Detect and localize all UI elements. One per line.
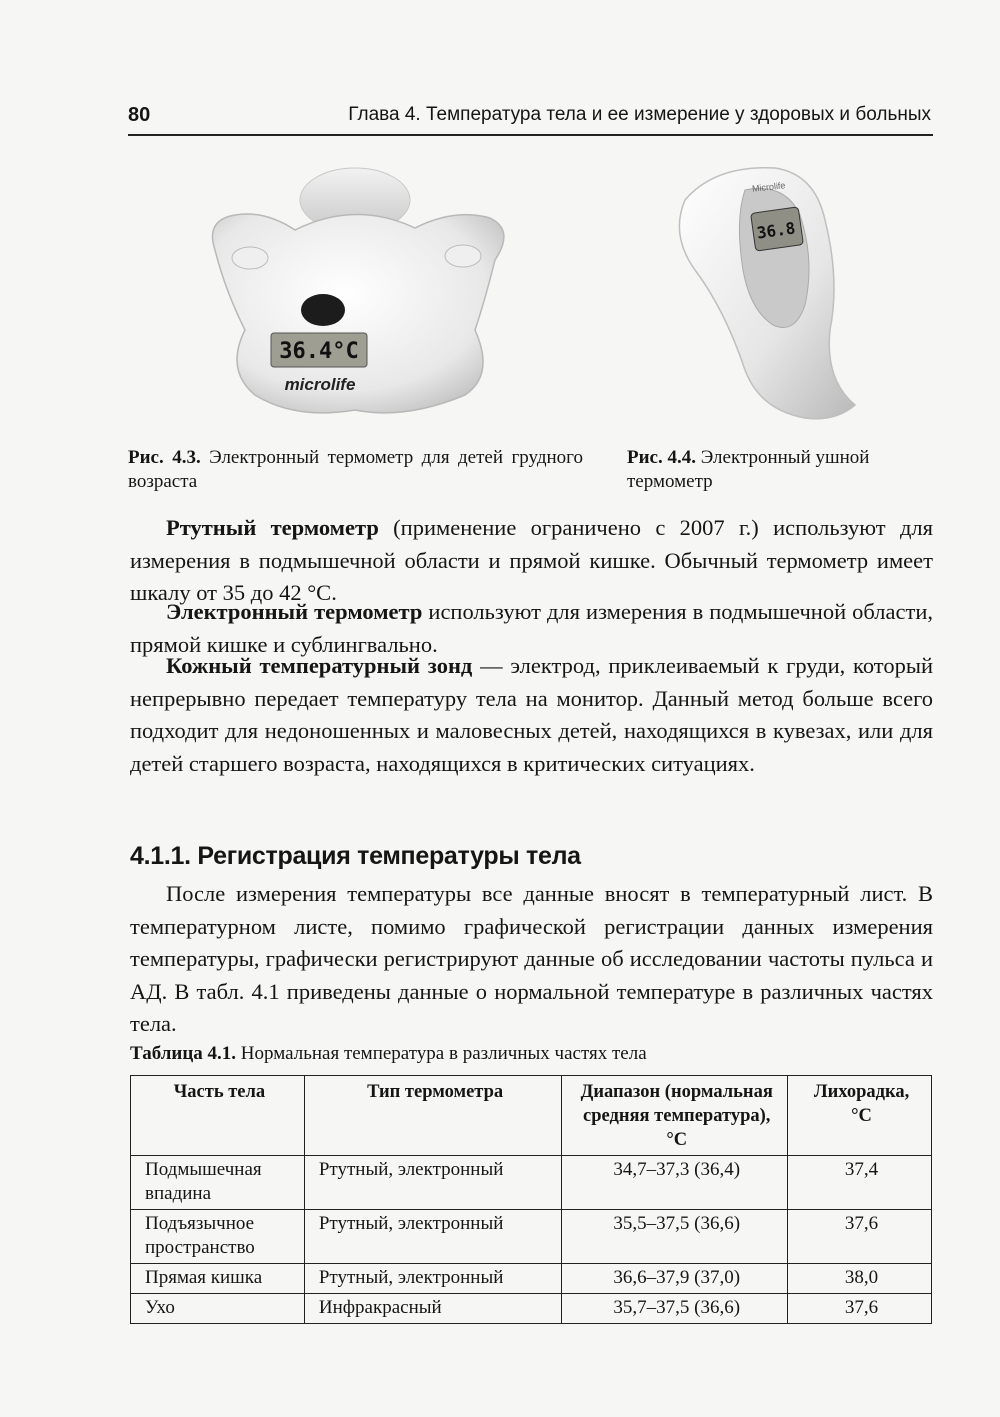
table-caption-text: Нормальная температура в различных частях тела <box>236 1043 647 1064</box>
cell-body-part: Прямая кишка <box>131 1264 305 1294</box>
cell-range: 35,7–37,5 (36,6) <box>562 1294 788 1324</box>
paragraph-mercury-thermometer <box>130 512 933 610</box>
cell-fever: 38,0 <box>788 1264 932 1294</box>
paragraph-text: После измерения температуры все данные вносят в температурный лист. В температурном листе, помимо графической регистрации данных измерения температуры, графически регистрируют данные об исследовании частоты пульса и АД. В табл. 4.1 приведены данные о нормальной температуре в различных частях тела. <box>130 881 933 1036</box>
cell-range: 36,6–37,9 (37,0) <box>562 1264 788 1294</box>
brand-logo: Microlife <box>751 180 786 194</box>
section-heading: 4.1.1. Регистрация температуры тела <box>130 842 581 870</box>
table-row <box>131 1210 932 1264</box>
paragraph-skin-probe <box>130 650 933 780</box>
figure-caption-4-3 <box>128 446 583 494</box>
table-caption <box>130 1043 647 1065</box>
figure-caption-4-4 <box>627 446 932 494</box>
lcd-reading: 36.4°C <box>279 339 359 364</box>
paragraph-registration <box>130 878 933 1041</box>
chapter-title: Глава 4. Температура тела и ее измерение у здоровых и больных <box>348 104 931 125</box>
pacifier-thermometer-figure <box>195 160 525 430</box>
cell-thermometer-type: Ртутный, электронный <box>304 1264 562 1294</box>
cell-body-part: Подмышечная впадина <box>131 1156 305 1210</box>
cell-thermometer-type: Ртутный, электронный <box>304 1210 562 1264</box>
header-range: Диапазон (нормальная средняя температура), °С <box>562 1076 788 1156</box>
page-header <box>128 100 933 136</box>
cell-range: 34,7–37,3 (36,4) <box>562 1156 788 1210</box>
paragraph-text: — электрод, приклеиваемый к груди, который непрерывно передает температуру тела на монитор. Данный метод больше всего подходит для недоношенных и маловесных детей, находящихся в кувезах, или для детей старшего возраста, находящихся в критических ситуациях. <box>130 653 933 776</box>
header-body-part: Часть тела <box>131 1076 305 1156</box>
table-caption-label: Таблица 4.1. <box>130 1043 237 1064</box>
cell-body-part: Подъязычное пространство <box>131 1210 305 1264</box>
header-fever: Лихорадка, °С <box>788 1076 932 1156</box>
lcd-reading: 36.8 <box>755 218 797 243</box>
table-header-row <box>131 1076 932 1156</box>
caption-label: Рис. 4.4. <box>627 447 696 468</box>
cell-fever: 37,4 <box>788 1156 932 1210</box>
table-row <box>131 1156 932 1210</box>
term: Электронный термометр <box>166 599 423 624</box>
cell-fever: 37,6 <box>788 1294 932 1324</box>
page-number: 80 <box>128 104 151 126</box>
cell-thermometer-type: Ртутный, электронный <box>304 1156 562 1210</box>
pacifier-thermometer-illustration <box>195 160 525 430</box>
caption-text: Электронный ушной термометр <box>627 447 870 492</box>
sensor-dot <box>301 294 345 326</box>
brand-logo: microlife <box>284 375 356 394</box>
cell-fever: 37,6 <box>788 1210 932 1264</box>
caption-text: Электронный термометр для детей грудного возраста <box>128 447 583 492</box>
table-row <box>131 1264 932 1294</box>
cell-range: 35,5–37,5 (36,6) <box>562 1210 788 1264</box>
term: Кожный температурный зонд <box>166 653 473 678</box>
ear-thermometer-figure <box>665 160 880 425</box>
table-row <box>131 1294 932 1324</box>
paragraph-text: (применение ограничено с 2007 г.) используют для измерения в подмышечной области и прямой кишке. Обычный термометр имеет шкалу от 35 до 42 °С. <box>130 515 933 605</box>
temperature-table <box>130 1075 932 1324</box>
cell-thermometer-type: Инфракрасный <box>304 1294 562 1324</box>
cell-body-part: Ухо <box>131 1294 305 1324</box>
caption-label: Рис. 4.3. <box>128 447 201 468</box>
header-thermometer-type: Тип термометра <box>304 1076 562 1156</box>
paragraph-text: используют для измерения в подмышечной области, прямой кишке и сублингвально. <box>130 599 933 657</box>
ear-thermometer-illustration <box>665 160 880 425</box>
term: Ртутный термометр <box>166 515 379 540</box>
